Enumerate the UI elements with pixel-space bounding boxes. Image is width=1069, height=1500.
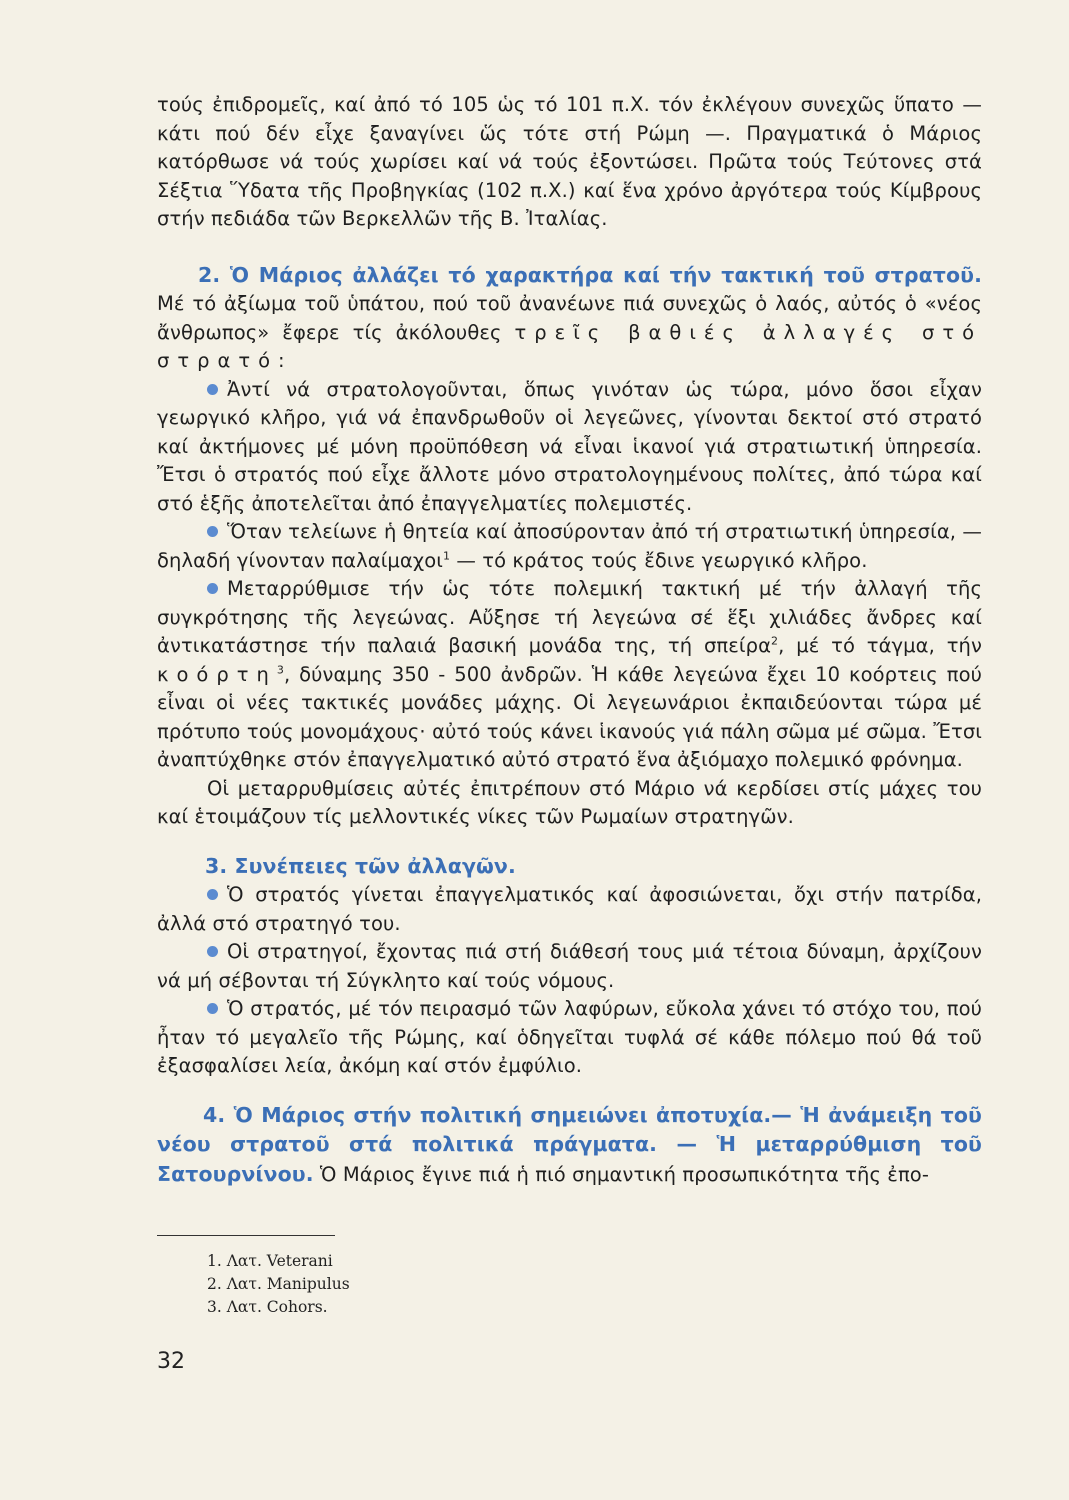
section-3-bullet-2: Οἱ στρατηγοί, ἔχοντας πιά στή διάθεσή τους μιά τέτοια δύναμη, ἀρχίζουν νά μή σέβονται τή Σύγκλητο καί τούς νόμους. [157,940,982,992]
footnote-divider [157,1235,335,1236]
section-2-intro: Μέ τό ἀξίωμα τοῦ ὑπάτου, πού τοῦ ἀνανέωνε πιά συνεχῶς ὁ λαός, αὐτός ὁ «νέος ἄνθρωπος» ἔφερε τίς ἀκόλουθες [157,292,982,344]
bullet-icon [207,384,218,395]
section-3-bullet-1: Ὁ στρατός γίνεται ἐπαγγελματικός καί ἀφοσιώνεται, ὄχι στήν πατρίδα, ἀλλά στό στρατηγό του. [157,883,982,935]
paragraph-intro: τούς ἐπιδρομεῖς, καί ἀπό τό 105 ὡς τό 101 π.Χ. τόν ἐκλέγουν συνεχῶς ὕπατο — κάτι πού δέν εἶχε ξαναγίνει ὥς τότε στή Ρώμη —. Πραγματικά ὁ Μάριος κατόρθωσε νά τούς χωρίσει καί νά τούς ἐξοντώσει. Πρῶτα τούς Τεύτονες στά Σέξτια Ὕδατα τῆς Προβηγκίας (102 π.Χ.) καί ἕνα χρόνο ἀργότερα τούς Κίμβρους στήν πεδιάδα τῶν Βερκελλῶν τῆς Β. Ἰταλίας. [157,93,982,230]
section-2-heading: 2. Ὁ Μάριος ἀλλάζει τό χαρακτήρα καί τήν τακτική τοῦ στρατοῦ. [198,262,982,287]
footnotes [207,1250,350,1319]
bullet-icon [207,526,218,537]
section-3-heading: 3. Συνέπειες τῶν ἀλλαγῶν. [205,853,516,878]
page-number: 32 [157,1349,185,1374]
bullet-icon [207,889,218,900]
section-2-bullet-1: Ἀντί νά στρατολογοῦνται, ὅπως γινόταν ὡς τώρα, μόνο ὅσοι εἶχαν γεωργικό κλῆρο, γιά νά ἐπανδρωθοῦν οἱ λεγεῶνες, γίνονται δεκτοί στό στρατό καί ἀκτήμονες μέ μόνη προϋπόθεση νά εἶναι ἱκανοί γιά στρατιωτική ὑπηρεσία. Ἔτσι ὁ στρατός πού εἶχε ἄλλοτε μόνο στρατολογημένους πολίτες, ἀπό τώρα καί στό ἑξῆς ἀποτελεῖται ἀπό ἐπαγγελματίες πολεμιστές. [157,377,982,515]
footnote-3: 3. Λατ. Cohors. [207,1298,328,1316]
section-4 [157,1101,982,1190]
section-2-bullet-2: Ὅταν τελείωνε ἡ θητεία καί ἀποσύρονταν ἀπό τή στρατιωτική ὑπηρεσία, — δηλαδή γίνονταν παλαίμαχοι$^1$ — τό κράτος τούς ἔδινε γεωργικό κλῆρο. [157,520,982,572]
section-2-intro-end: : [278,349,285,372]
bullet-icon [207,583,218,594]
section-2-closing: Οἱ μεταρρυθμίσεις αὐτές ἐπιτρέπουν στό Μάριο νά κερδίσει στίς μάχες του καί ἑτοιμάζουν τίς μελλοντικές νίκες τῶν Ρωμαίων στρατηγῶν. [157,776,982,828]
footnote-ref-3: 3 [276,663,284,676]
footnote-1: 1. Λατ. Veterani [207,1252,333,1270]
footnote-ref-2: 2 [771,634,779,648]
footnote-ref-1: 1 [442,549,451,562]
section-4-heading: 4. Ὁ Μάριος στήν πολιτική σημειώνει ἀποτυχία.— Ἡ ἀνάμειξη τοῦ νέου στρατοῦ στά πολιτικά πράγματα. — Ἡ μεταρρύθμιση τοῦ Σατουρνίνου. [157,1102,982,1186]
footnote-2: 2. Λατ. Manipulus [207,1275,350,1293]
section-3-bullet-3: Ὁ στρατός, μέ τόν πειρασμό τῶν λαφύρων, εὔκολα χάνει τό στόχο του, πού ἦταν τό μεγαλεῖο τῆς Ρώμης, καί ὁδηγεῖται τυφλά σέ κάθε πόλεμο πού θά τοῦ ἐξασφαλίσει λεία, ἀκόμη καί στόν ἐμφύλιο. [157,997,982,1077]
section-2-intro-spaced: τρεῖς βαθιές ἀλλαγές στό στρατό [157,320,982,372]
section-2 [157,261,982,376]
section-4-text: Ὁ Μάριος ἔγινε πιά ἡ πιό σημαντική προσωπικότητα τῆς ἐπο- [319,1162,929,1186]
bullet-icon [207,946,218,957]
section-2-bullet-3: Μεταρρύθμισε τήν ὡς τότε πολεμική τακτική μέ τήν ἀλλαγή τῆς συγκρότησης τῆς λεγεώνας. Αὔξησε τή λεγεώνα σέ ἕξι χιλιάδες ἄνδρες καί ἀντικατάστησε τήν παλαιά βασική μονάδα της, τή σπείρα$^2$, μέ τό τάγμα, τήν κοόρτη$^3$, δύναμης 350 - 500 ἀνδρῶν. Ἡ κάθε λεγεώνα ἔχει 10 κοόρτεις πού εἶναι οἱ νέες τακτικές μονάδες μάχης. Οἱ λεγεωνάριοι ἐκπαιδεύονται τώρα μέ πρότυπο τούς μονομάχους· αὐτό τούς κάνει ἱκανούς γιά πάλη σῶμα μέ σῶμα. Ἔτσι ἀναπτύχθηκε στόν ἐπαγγελματικό αὐτό στρατό ἕνα ἀξιόμαχο πολεμικό φρόνημα. [157,577,982,771]
main-text [157,91,982,1189]
bullet-icon [207,1003,218,1014]
kohort-spaced: κοόρτη [157,662,277,686]
